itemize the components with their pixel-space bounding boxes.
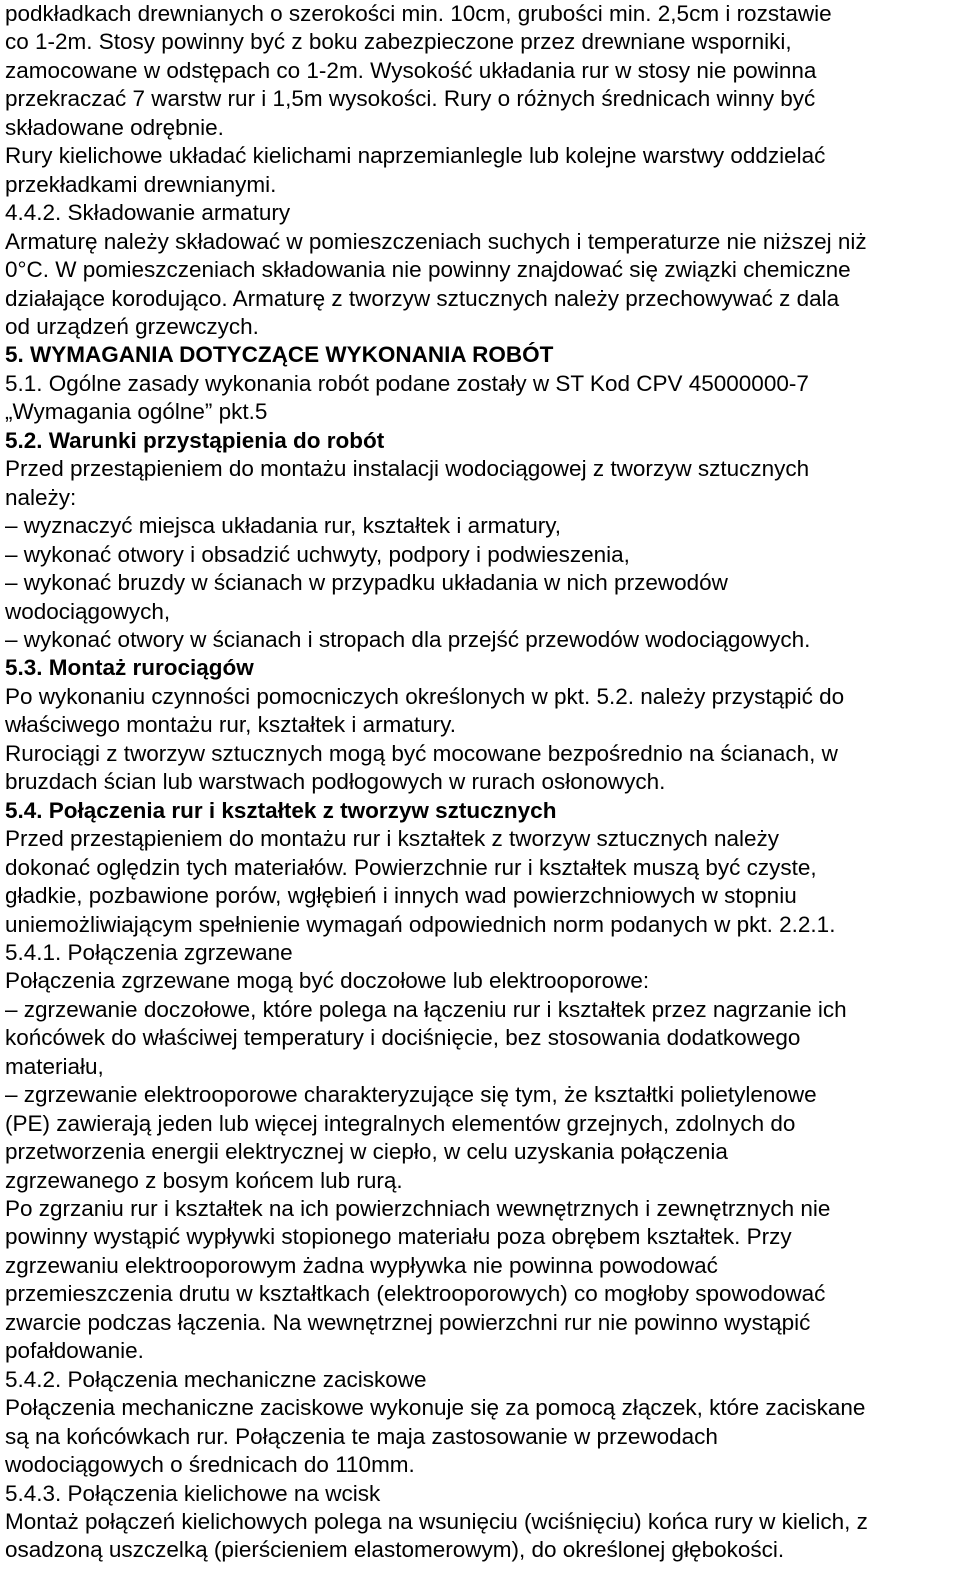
text-line: Armaturę należy składować w pomieszczeniach suchych i temperaturze nie niższej niż [5, 228, 867, 254]
text-line: Połączenia mechaniczne zaciskowe wykonuje się za pomocą złączek, które zaciskane [5, 1395, 866, 1421]
text-line: „Wymagania ogólne” pkt.5 [5, 399, 268, 425]
text-line: właściwego montażu rur, kształtek i armatury. [5, 712, 456, 738]
text-line: przetworzenia energii elektrycznej w ciepło, w celu uzyskania połączenia [5, 1139, 728, 1165]
text-line: składowane odrębnie. [5, 114, 224, 140]
text-line: działające korodująco. Armaturę z tworzyw sztucznych należy przechowywać z dala [5, 285, 840, 311]
section-heading-line: 5.3. Montaż rurociągów [5, 655, 254, 681]
text-line: 5.4.2. Połączenia mechaniczne zaciskowe [5, 1366, 427, 1392]
text-line: 0°C. W pomieszczeniach składowania nie powinny znajdować się związki chemiczne [5, 257, 851, 283]
text-line: końcówek do właściwej temperatury i dociśnięcie, bez stosowania dodatkowego [5, 1025, 801, 1051]
text-line: zgrzewaniu elektrooporowym żadna wypływka nie powinna powodować [5, 1252, 718, 1278]
text-line: pofałdowanie. [5, 1338, 144, 1364]
text-line: materiału, [5, 1053, 104, 1079]
text-line: powinny wystąpić wypływki stopionego materiału poza obrębem kształtek. Przy [5, 1224, 792, 1250]
text-line: 5.1. Ogólne zasady wykonania robót podane zostały w ST Kod CPV 45000000-7 [5, 370, 809, 396]
text-line: Po zgrzaniu rur i kształtek na ich powierzchniach wewnętrznych i zewnętrznych nie [5, 1196, 831, 1222]
section-heading-line: 5.2. Warunki przystąpienia do robót [5, 427, 385, 453]
text-line: Rury kielichowe układać kielichami naprzemianlegle lub kolejne warstwy oddzielać [5, 143, 826, 169]
text-line: wodociągowych, [5, 598, 171, 624]
text-line: Przed przestąpieniem do montażu instalacji wodociągowej z tworzyw sztucznych [5, 456, 810, 482]
section-heading-line: 5.4. Połączenia rur i kształtek z tworzyw sztucznych [5, 797, 557, 823]
text-line: zwarcie podczas łączenia. Na wewnętrznej powierzchni rur nie powinno wystąpić [5, 1309, 811, 1335]
text-line: przekładkami drewnianymi. [5, 171, 277, 197]
text-line: – wyznaczyć miejsca układania rur, kształtek i armatury, [5, 513, 562, 539]
text-line: dokonać oględzin tych materiałów. Powierzchnie rur i kształtek muszą być czyste, [5, 854, 817, 880]
text-line: Przed przestąpieniem do montażu rur i kształtek z tworzyw sztucznych należy [5, 826, 780, 852]
text-line: zgrzewanego z bosym końcem lub rurą. [5, 1167, 403, 1193]
text-line: (PE) zawierają jeden lub więcej integralnych elementów grzejnych, zdolnych do [5, 1110, 796, 1136]
text-line: zamocowane w odstępach co 1-2m. Wysokość układania rur w stosy nie powinna [5, 57, 817, 83]
text-line: 5.4.3. Połączenia kielichowe na wcisk [5, 1480, 381, 1506]
text-line: 4.4.2. Składowanie armatury [5, 200, 291, 226]
text-line: Po wykonaniu czynności pomocniczych określonych w pkt. 5.2. należy przystąpić do [5, 683, 845, 709]
text-line: należy: [5, 484, 77, 510]
text-line: Rurociągi z tworzyw sztucznych mogą być mocowane bezpośrednio na ścianach, w [5, 740, 838, 766]
text-line: – wykonać otwory i obsadzić uchwyty, podpory i podwieszenia, [5, 541, 630, 567]
text-line: bruzdach ścian lub warstwach podłogowych w rurach osłonowych. [5, 769, 666, 795]
text-line: – zgrzewanie doczołowe, które polega na łączeniu rur i kształtek przez nagrzanie ich [5, 996, 847, 1022]
text-line: – zgrzewanie elektrooporowe charakteryzujące się tym, że kształtki polietylenowe [5, 1082, 817, 1108]
text-line: przekraczać 7 warstw rur i 1,5m wysokości. Rury o różnych średnicach winny być [5, 86, 816, 112]
section-heading-line: 5. WYMAGANIA DOTYCZĄCE WYKONANIA ROBÓT [5, 342, 554, 368]
text-line: uniemożliwiającym spełnienie wymagań odpowiednich norm podanych w pkt. 2.2.1. [5, 911, 836, 937]
text-line: osadzoną uszczelką (pierścieniem elastomerowym), do określonej głębokości. [5, 1537, 785, 1563]
text-line: – wykonać bruzdy w ścianach w przypadku układania w nich przewodów [5, 570, 728, 596]
text-line: Montaż połączeń kielichowych polega na wsunięciu (wciśnięciu) końca rury w kielich, z [5, 1509, 868, 1535]
text-line: co 1-2m. Stosy powinny być z boku zabezpieczone przez drewniane wsporniki, [5, 29, 792, 55]
text-line: 5.4.1. Połączenia zgrzewane [5, 939, 293, 965]
text-line: – wykonać otwory w ścianach i stropach dla przejść przewodów wodociągowych. [5, 626, 811, 652]
text-line: gładkie, pozbawione porów, wgłębień i innych wad powierzchniowych w stopniu [5, 883, 797, 909]
text-line: wodociągowych o średnicach do 110mm. [5, 1452, 415, 1478]
text-line: od urządzeń grzewczych. [5, 313, 259, 339]
text-line: przemieszczenia drutu w kształtkach (elektrooporowych) co mogłoby spowodować [5, 1281, 826, 1307]
text-line: są na końcówkach rur. Połączenia te maja zastosowanie w przewodach [5, 1423, 718, 1449]
text-line: Połączenia zgrzewane mogą być doczołowe lub elektrooporowe: [5, 968, 650, 994]
text-line: podkładkach drewnianych o szerokości min. 10cm, grubości min. 2,5cm i rozstawie [5, 1, 832, 26]
